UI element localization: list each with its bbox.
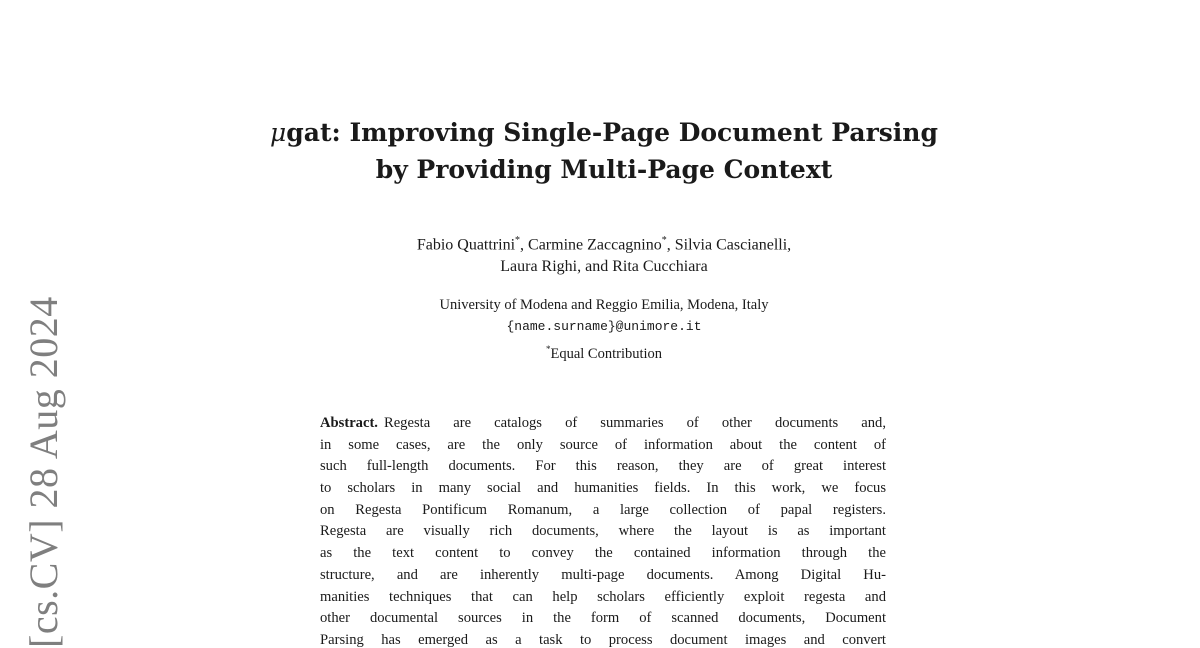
abstract-line-2: such full-length documents. For this reason, they are of great interest [320,458,886,475]
equal-contribution-text: Equal Contribution [550,345,663,362]
arxiv-stamp-text: [cs.CV] 28 Aug 2024 [21,296,66,648]
abstract-line-4: on Regesta Pontificum Romanum, a large collection of papal registers. [320,501,886,518]
author-list [300,230,908,278]
paper-title [240,114,968,188]
equal-contribution-note [300,338,908,365]
abstract-line-10: Parsing has emerged as a task to process document images and convert [320,631,886,648]
author-carmine: , Carmine Zaccagnino [520,236,662,254]
email: {name.surname}@unimore.it [506,319,702,334]
equal-mark: * [545,344,551,354]
abstract-line-9: other documental sources in the form of scanned documents, Document [320,610,886,627]
abstract [320,413,886,648]
abstract-line-0: Regesta are catalogs of summaries of other documents and, [383,415,886,431]
title-mu-symbol: μ [270,118,287,147]
abstract-line-1: in some cases, are the only source of information about the content of [320,436,886,453]
affiliation: University of Modena and Reggio Emilia, Modena, Italy [439,297,769,313]
title-line-2: by Providing Multi-Page Context [375,155,833,184]
author-mark-1: * [515,235,521,246]
abstract-line-5: Regesta are visually rich documents, where the layout is as important [320,523,886,540]
abstract-heading: Abstract. [320,415,378,431]
abstract-line-7: structure, and are inherently multi-page documents. Among Digital Hu- [320,566,886,583]
affiliation-block [300,294,908,365]
title-line-1: gat: Improving Single-Page Document Parsing [286,118,938,147]
abstract-line [320,413,886,435]
abstract-line-6: as the text content to convey the contained information through the [320,545,886,562]
authors-line-2: Laura Righi, and Rita Cucchiara [500,258,708,276]
author-fabio: Fabio Quattrini [416,236,516,254]
abstract-line-3: to scholars in many social and humanities fields. In this work, we focus [320,480,886,497]
abstract-line-8: manities techniques that can help scholars efficiently exploit regesta and [320,588,886,605]
arxiv-stamp [16,296,70,648]
author-mark-2: * [661,235,667,246]
author-silvia: , Silvia Cascianelli, [666,236,792,254]
